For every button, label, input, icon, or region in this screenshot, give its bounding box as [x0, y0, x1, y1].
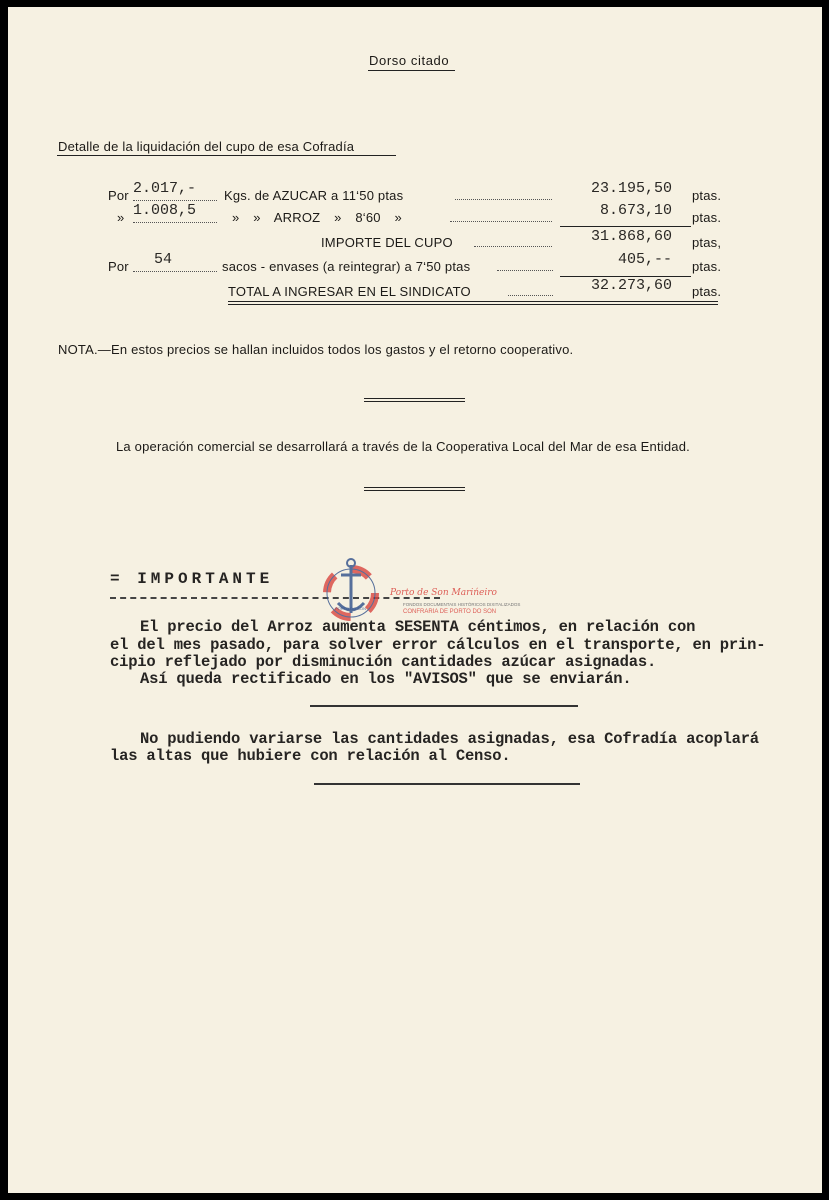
sacos-description: sacos - envases (a reintegrar) a 7‘50 ptas [222, 259, 471, 274]
importante-line-4: Así queda rectificado en los "AVISOS" que se enviarán. [140, 670, 632, 688]
watermark-logo [316, 553, 386, 623]
row2-description: » » ARROZ » 8‘60 » [232, 210, 402, 225]
sacos-unit: ptas. [692, 259, 722, 274]
importante-line-3: cipio reflejado por disminución cantidades azúcar asignadas. [110, 653, 657, 671]
anchor-lifebuoy-icon [316, 553, 386, 623]
total-label: TOTAL A INGRESAR EN EL SINDICATO [228, 284, 471, 299]
importante-title: = IMPORTANTE [110, 570, 274, 588]
watermark-name: Porto de Son Marińeiro [390, 588, 497, 598]
total-amount: 32.273,60 [590, 277, 672, 294]
importante-para2-line-1: No pudiendo variarse las cantidades asignadas, esa Cofradía acoplará [140, 730, 759, 748]
row2-leader-dots [450, 221, 552, 222]
row1-qty: 2.017,- [133, 180, 197, 197]
row1-amount: 23.195,50 [590, 180, 672, 197]
operacion-text: La operación comercial se desarrollará a través de la Cooperativa Local del Mar de esa Entidad. [116, 439, 690, 454]
detail-heading: Detalle de la liquidación del cupo de esa Cofradía [58, 139, 355, 154]
sacos-amount: 405,-- [617, 251, 672, 268]
subtotal-rule [560, 226, 691, 227]
importante-line-1: El precio del Arroz aumenta SESENTA céntimos, en relación con [140, 618, 696, 636]
row1-prefix: Por [108, 188, 129, 203]
watermark-line-2: CONFRARÍA DE PORTO DO SON [403, 609, 497, 615]
total-double-rule [228, 301, 718, 305]
row2-qty: 1.008,5 [133, 202, 197, 219]
importante-rule-1 [310, 705, 578, 707]
document-page [8, 7, 822, 1193]
sacos-prefix: Por [108, 259, 129, 274]
row1-unit: ptas. [692, 188, 722, 203]
row2-amount: 8.673,10 [599, 202, 672, 219]
row2-unit: ptas. [692, 210, 722, 225]
importe-label: IMPORTE DEL CUPO [321, 235, 453, 250]
separator-1 [364, 398, 465, 402]
importante-para2-line-2: las altas que hubiere con relación al Censo. [110, 747, 511, 765]
importe-leader-dots [474, 246, 552, 247]
total-unit: ptas. [692, 284, 722, 299]
nota-text: NOTA.—En estos precios se hallan incluidos todos los gastos y el retorno cooperativo. [58, 342, 574, 357]
sacos-leader-dots [497, 270, 553, 271]
row1-qty-dots [133, 200, 217, 201]
sacos-qty: 54 [154, 251, 173, 268]
importante-rule-2 [314, 783, 580, 785]
total-leader-dots [508, 295, 553, 296]
page-title: Dorso citado [369, 53, 450, 68]
detail-heading-underline [57, 155, 396, 156]
importante-line-2: el del mes pasado, para solver error cálculos en el transporte, en prin- [110, 636, 766, 654]
sacos-qty-dots [133, 271, 217, 272]
row1-leader-dots [455, 199, 552, 200]
watermark-ring-text: PORTO DO SON [335, 606, 366, 611]
row2-qty-dots [133, 222, 217, 223]
separator-2 [364, 487, 465, 491]
row1-description: Kgs. de AZUCAR a 11‘50 ptas [224, 188, 404, 203]
importe-unit: ptas, [692, 235, 722, 250]
row2-prefix: » [117, 210, 125, 225]
title-underline [368, 70, 455, 71]
watermark-line-1: FONDOS DOCUMENTAIS HISTÓRICOS DIXITALIZADOS [403, 602, 521, 607]
importe-amount: 31.868,60 [590, 228, 672, 245]
